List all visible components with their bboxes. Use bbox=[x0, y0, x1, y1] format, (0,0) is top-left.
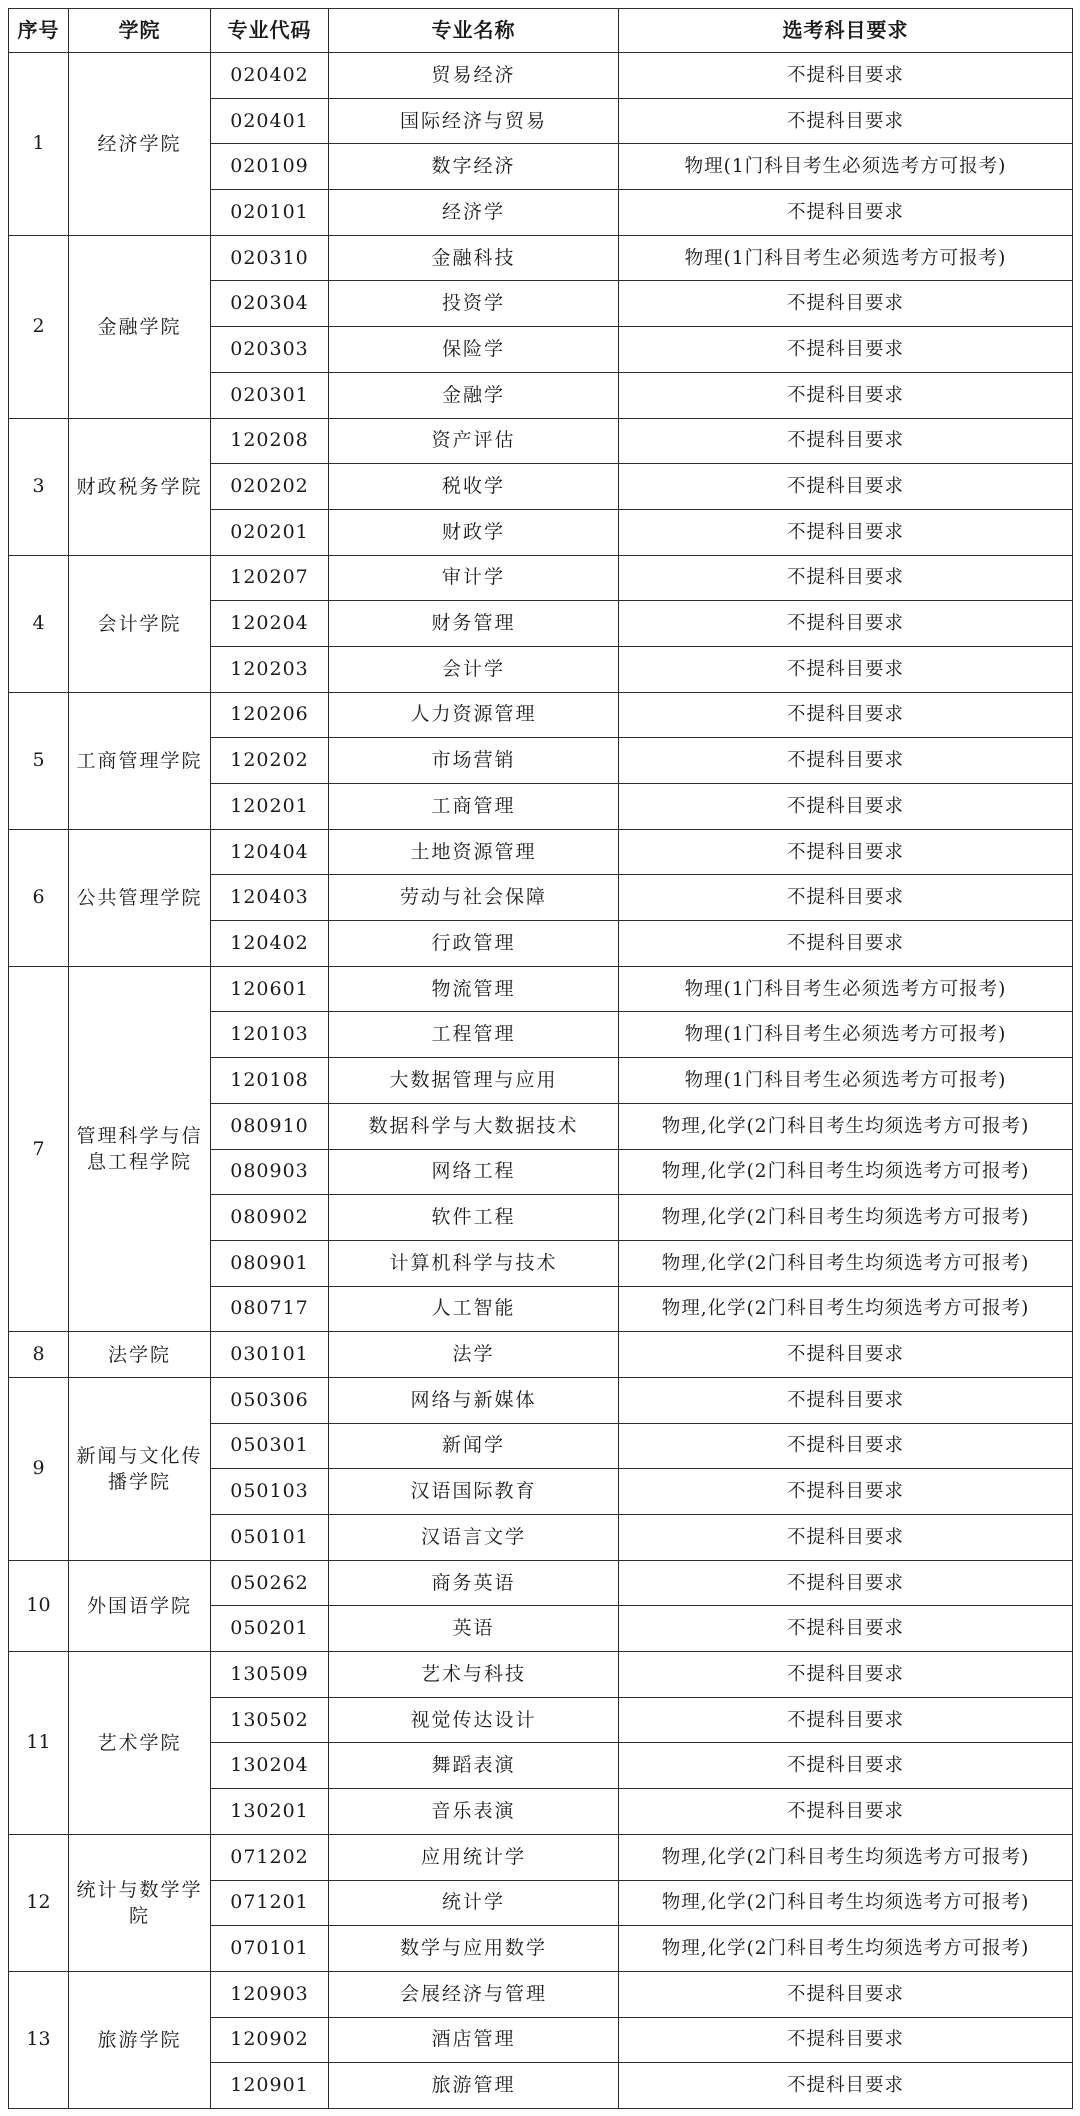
major-code: 071202 bbox=[211, 1834, 329, 1880]
subject-requirement: 不提科目要求 bbox=[619, 921, 1073, 967]
major-name: 统计学 bbox=[329, 1880, 619, 1926]
major-code: 050301 bbox=[211, 1423, 329, 1469]
college-seq: 13 bbox=[9, 1971, 69, 2108]
major-name: 审计学 bbox=[329, 555, 619, 601]
major-code: 080717 bbox=[211, 1286, 329, 1332]
table-row bbox=[9, 1971, 1073, 2017]
major-name: 工程管理 bbox=[329, 1012, 619, 1058]
majors-table bbox=[8, 8, 1073, 2109]
college-name: 艺术学院 bbox=[69, 1652, 211, 1835]
subject-requirement: 物理(1门科目考生必须选考方可报考) bbox=[619, 966, 1073, 1012]
major-code: 130201 bbox=[211, 1789, 329, 1835]
table-row bbox=[9, 1560, 1073, 1606]
college-name: 财政税务学院 bbox=[69, 418, 211, 555]
subject-requirement: 物理,化学(2门科目考生均须选考方可报考) bbox=[619, 1834, 1073, 1880]
major-code: 050103 bbox=[211, 1469, 329, 1515]
table-row bbox=[9, 555, 1073, 601]
major-code: 120207 bbox=[211, 555, 329, 601]
subject-requirement: 不提科目要求 bbox=[619, 281, 1073, 327]
subject-requirement: 不提科目要求 bbox=[619, 1697, 1073, 1743]
subject-requirement: 不提科目要求 bbox=[619, 418, 1073, 464]
college-seq: 5 bbox=[9, 692, 69, 829]
college-seq: 10 bbox=[9, 1560, 69, 1651]
table-row bbox=[9, 966, 1073, 1012]
subject-requirement: 不提科目要求 bbox=[619, 646, 1073, 692]
subject-requirement: 不提科目要求 bbox=[619, 1423, 1073, 1469]
major-name: 商务英语 bbox=[329, 1560, 619, 1606]
header-college: 学院 bbox=[69, 9, 211, 53]
major-name: 网络与新媒体 bbox=[329, 1377, 619, 1423]
major-code: 120402 bbox=[211, 921, 329, 967]
major-name: 金融学 bbox=[329, 372, 619, 418]
major-code: 080910 bbox=[211, 1103, 329, 1149]
major-code: 120208 bbox=[211, 418, 329, 464]
major-code: 120108 bbox=[211, 1058, 329, 1104]
college-seq: 12 bbox=[9, 1834, 69, 1971]
college-name: 工商管理学院 bbox=[69, 692, 211, 829]
header-row bbox=[9, 9, 1073, 53]
major-code: 130204 bbox=[211, 1743, 329, 1789]
subject-requirement: 物理(1门科目考生必须选考方可报考) bbox=[619, 235, 1073, 281]
subject-requirement: 物理,化学(2门科目考生均须选考方可报考) bbox=[619, 1103, 1073, 1149]
major-name: 行政管理 bbox=[329, 921, 619, 967]
major-code: 020303 bbox=[211, 327, 329, 373]
major-name: 物流管理 bbox=[329, 966, 619, 1012]
subject-requirement: 不提科目要求 bbox=[619, 327, 1073, 373]
subject-requirement: 不提科目要求 bbox=[619, 372, 1073, 418]
major-code: 120203 bbox=[211, 646, 329, 692]
subject-requirement: 不提科目要求 bbox=[619, 1743, 1073, 1789]
major-code: 020201 bbox=[211, 509, 329, 555]
major-name: 贸易经济 bbox=[329, 53, 619, 99]
header-seq: 序号 bbox=[9, 9, 69, 53]
major-code: 020401 bbox=[211, 98, 329, 144]
major-name: 财政学 bbox=[329, 509, 619, 555]
major-name: 资产评估 bbox=[329, 418, 619, 464]
major-name: 财务管理 bbox=[329, 601, 619, 647]
header-major-code: 专业代码 bbox=[211, 9, 329, 53]
subject-requirement: 物理,化学(2门科目考生均须选考方可报考) bbox=[619, 1195, 1073, 1241]
major-code: 070101 bbox=[211, 1926, 329, 1972]
subject-requirement: 不提科目要求 bbox=[619, 1515, 1073, 1561]
college-seq: 6 bbox=[9, 829, 69, 966]
college-name: 新闻与文化传播学院 bbox=[69, 1377, 211, 1560]
major-code: 120404 bbox=[211, 829, 329, 875]
subject-requirement: 不提科目要求 bbox=[619, 1606, 1073, 1652]
college-seq: 9 bbox=[9, 1377, 69, 1560]
major-code: 120204 bbox=[211, 601, 329, 647]
major-name: 新闻学 bbox=[329, 1423, 619, 1469]
major-name: 经济学 bbox=[329, 190, 619, 236]
subject-requirement: 物理(1门科目考生必须选考方可报考) bbox=[619, 144, 1073, 190]
major-name: 数据科学与大数据技术 bbox=[329, 1103, 619, 1149]
major-code: 120206 bbox=[211, 692, 329, 738]
major-name: 市场营销 bbox=[329, 738, 619, 784]
college-name: 公共管理学院 bbox=[69, 829, 211, 966]
major-code: 120403 bbox=[211, 875, 329, 921]
college-name: 法学院 bbox=[69, 1332, 211, 1378]
major-name: 土地资源管理 bbox=[329, 829, 619, 875]
college-seq: 3 bbox=[9, 418, 69, 555]
major-code: 080901 bbox=[211, 1240, 329, 1286]
major-code: 120902 bbox=[211, 2017, 329, 2063]
major-code: 020301 bbox=[211, 372, 329, 418]
major-name: 法学 bbox=[329, 1332, 619, 1378]
major-code: 120601 bbox=[211, 966, 329, 1012]
subject-requirement: 不提科目要求 bbox=[619, 1652, 1073, 1698]
college-seq: 11 bbox=[9, 1652, 69, 1835]
table-header bbox=[9, 9, 1073, 53]
college-name: 统计与数学学院 bbox=[69, 1834, 211, 1971]
table-row bbox=[9, 1332, 1073, 1378]
college-seq: 7 bbox=[9, 966, 69, 1332]
major-code: 020402 bbox=[211, 53, 329, 99]
subject-requirement: 不提科目要求 bbox=[619, 875, 1073, 921]
subject-requirement: 不提科目要求 bbox=[619, 1469, 1073, 1515]
college-seq: 2 bbox=[9, 235, 69, 418]
major-name: 人工智能 bbox=[329, 1286, 619, 1332]
major-code: 080902 bbox=[211, 1195, 329, 1241]
major-name: 软件工程 bbox=[329, 1195, 619, 1241]
major-code: 020310 bbox=[211, 235, 329, 281]
college-name: 旅游学院 bbox=[69, 1971, 211, 2108]
major-name: 英语 bbox=[329, 1606, 619, 1652]
major-name: 税收学 bbox=[329, 464, 619, 510]
subject-requirement: 不提科目要求 bbox=[619, 509, 1073, 555]
subject-requirement: 不提科目要求 bbox=[619, 1560, 1073, 1606]
major-name: 艺术与科技 bbox=[329, 1652, 619, 1698]
table-row bbox=[9, 829, 1073, 875]
subject-requirement: 不提科目要求 bbox=[619, 2017, 1073, 2063]
subject-requirement: 不提科目要求 bbox=[619, 53, 1073, 99]
major-code: 080903 bbox=[211, 1149, 329, 1195]
subject-requirement: 不提科目要求 bbox=[619, 190, 1073, 236]
subject-requirement: 物理,化学(2门科目考生均须选考方可报考) bbox=[619, 1240, 1073, 1286]
college-name: 会计学院 bbox=[69, 555, 211, 692]
major-name: 舞蹈表演 bbox=[329, 1743, 619, 1789]
subject-requirement: 不提科目要求 bbox=[619, 555, 1073, 601]
table-row bbox=[9, 1834, 1073, 1880]
major-name: 人力资源管理 bbox=[329, 692, 619, 738]
subject-requirement: 不提科目要求 bbox=[619, 1789, 1073, 1835]
major-code: 071201 bbox=[211, 1880, 329, 1926]
table-body bbox=[9, 53, 1073, 2109]
subject-requirement: 物理,化学(2门科目考生均须选考方可报考) bbox=[619, 1926, 1073, 1972]
table-row bbox=[9, 235, 1073, 281]
college-name: 金融学院 bbox=[69, 235, 211, 418]
major-name: 金融科技 bbox=[329, 235, 619, 281]
major-name: 工商管理 bbox=[329, 784, 619, 830]
college-name: 管理科学与信息工程学院 bbox=[69, 966, 211, 1332]
subject-requirement: 不提科目要求 bbox=[619, 692, 1073, 738]
subject-requirement: 物理(1门科目考生必须选考方可报考) bbox=[619, 1012, 1073, 1058]
subject-requirement: 不提科目要求 bbox=[619, 1971, 1073, 2017]
major-name: 国际经济与贸易 bbox=[329, 98, 619, 144]
college-seq: 1 bbox=[9, 53, 69, 236]
subject-requirement: 不提科目要求 bbox=[619, 738, 1073, 784]
major-code: 130509 bbox=[211, 1652, 329, 1698]
subject-requirement: 不提科目要求 bbox=[619, 601, 1073, 647]
major-code: 020304 bbox=[211, 281, 329, 327]
subject-requirement: 不提科目要求 bbox=[619, 784, 1073, 830]
major-code: 120202 bbox=[211, 738, 329, 784]
major-name: 应用统计学 bbox=[329, 1834, 619, 1880]
college-name: 外国语学院 bbox=[69, 1560, 211, 1651]
table-row bbox=[9, 418, 1073, 464]
major-name: 汉语国际教育 bbox=[329, 1469, 619, 1515]
subject-requirement: 不提科目要求 bbox=[619, 829, 1073, 875]
table-row bbox=[9, 53, 1073, 99]
major-code: 050306 bbox=[211, 1377, 329, 1423]
major-name: 保险学 bbox=[329, 327, 619, 373]
college-seq: 8 bbox=[9, 1332, 69, 1378]
major-name: 会计学 bbox=[329, 646, 619, 692]
major-name: 计算机科学与技术 bbox=[329, 1240, 619, 1286]
major-name: 酒店管理 bbox=[329, 2017, 619, 2063]
major-code: 020109 bbox=[211, 144, 329, 190]
table-row bbox=[9, 1377, 1073, 1423]
major-name: 投资学 bbox=[329, 281, 619, 327]
subject-requirement: 不提科目要求 bbox=[619, 1377, 1073, 1423]
subject-requirement: 不提科目要求 bbox=[619, 98, 1073, 144]
header-major-name: 专业名称 bbox=[329, 9, 619, 53]
major-name: 会展经济与管理 bbox=[329, 1971, 619, 2017]
header-subject-requirement: 选考科目要求 bbox=[619, 9, 1073, 53]
major-name: 视觉传达设计 bbox=[329, 1697, 619, 1743]
major-name: 大数据管理与应用 bbox=[329, 1058, 619, 1104]
subject-requirement: 不提科目要求 bbox=[619, 464, 1073, 510]
major-code: 120903 bbox=[211, 1971, 329, 2017]
subject-requirement: 物理(1门科目考生必须选考方可报考) bbox=[619, 1058, 1073, 1104]
major-name: 旅游管理 bbox=[329, 2063, 619, 2109]
major-code: 050101 bbox=[211, 1515, 329, 1561]
table-row bbox=[9, 1652, 1073, 1698]
major-code: 030101 bbox=[211, 1332, 329, 1378]
major-code: 120901 bbox=[211, 2063, 329, 2109]
subject-requirement: 物理,化学(2门科目考生均须选考方可报考) bbox=[619, 1149, 1073, 1195]
major-code: 120103 bbox=[211, 1012, 329, 1058]
major-name: 数字经济 bbox=[329, 144, 619, 190]
major-name: 劳动与社会保障 bbox=[329, 875, 619, 921]
subject-requirement: 物理,化学(2门科目考生均须选考方可报考) bbox=[619, 1880, 1073, 1926]
major-name: 网络工程 bbox=[329, 1149, 619, 1195]
subject-requirement: 物理,化学(2门科目考生均须选考方可报考) bbox=[619, 1286, 1073, 1332]
major-code: 020202 bbox=[211, 464, 329, 510]
major-code: 050262 bbox=[211, 1560, 329, 1606]
major-code: 020101 bbox=[211, 190, 329, 236]
subject-requirement: 不提科目要求 bbox=[619, 2063, 1073, 2109]
subject-requirement: 不提科目要求 bbox=[619, 1332, 1073, 1378]
major-code: 120201 bbox=[211, 784, 329, 830]
college-seq: 4 bbox=[9, 555, 69, 692]
major-code: 050201 bbox=[211, 1606, 329, 1652]
major-name: 音乐表演 bbox=[329, 1789, 619, 1835]
table-row bbox=[9, 692, 1073, 738]
college-name: 经济学院 bbox=[69, 53, 211, 236]
major-code: 130502 bbox=[211, 1697, 329, 1743]
major-name: 数学与应用数学 bbox=[329, 1926, 619, 1972]
major-name: 汉语言文学 bbox=[329, 1515, 619, 1561]
